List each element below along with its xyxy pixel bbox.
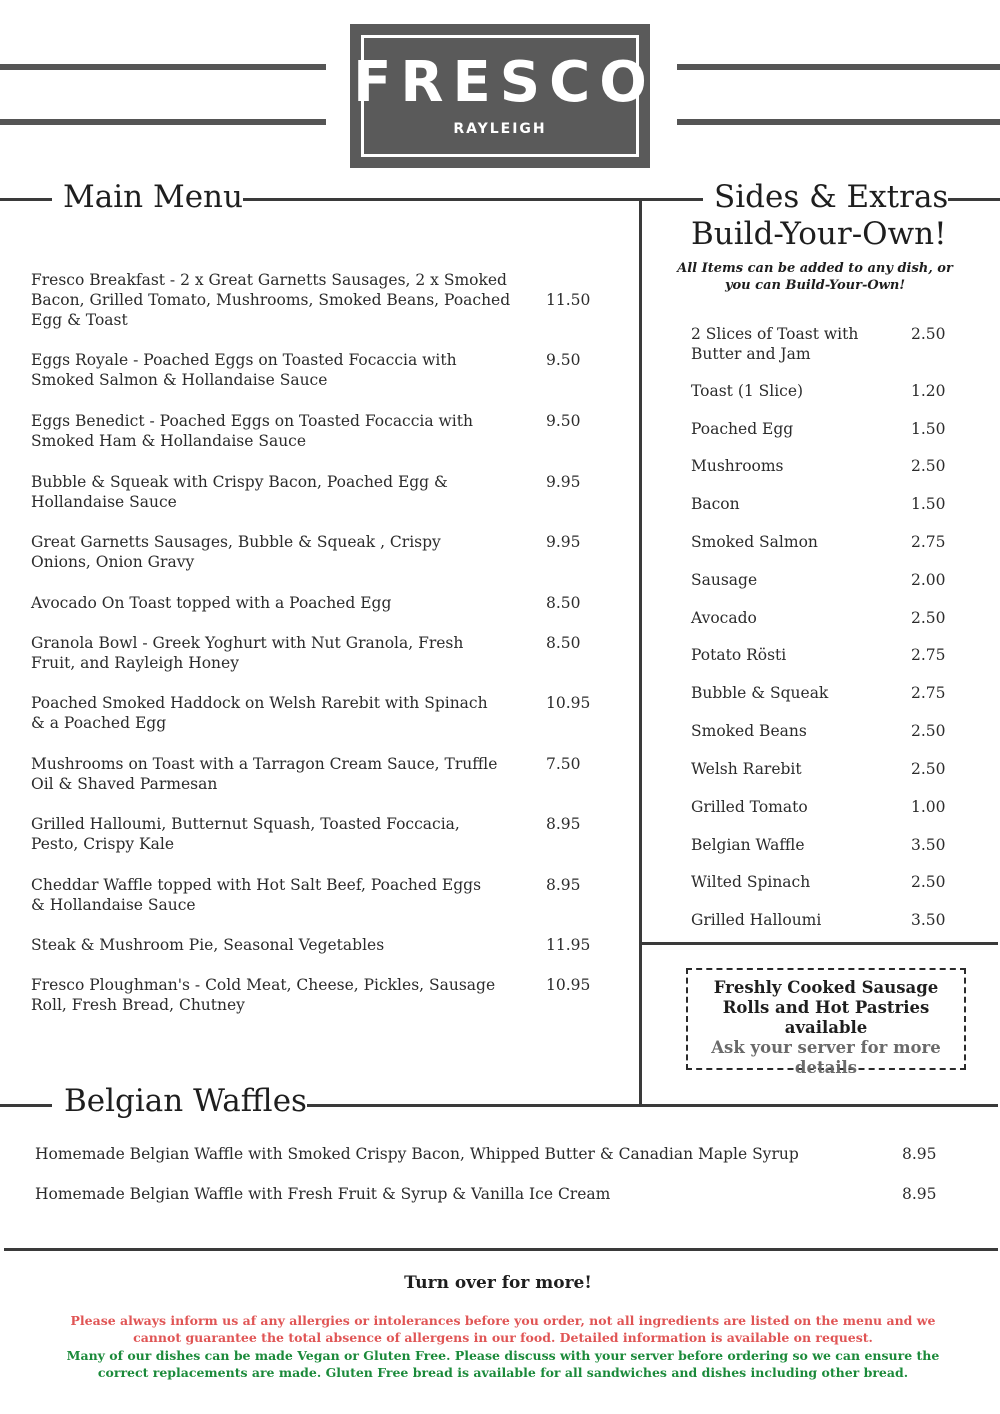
waffles-rule-left (0, 1104, 52, 1107)
sides-note: All Items can be added to any dish, or you can Build-Your-Own! (677, 261, 953, 293)
header-rule-left-bottom (0, 119, 326, 125)
menu-item-desc: Eggs Royale - Poached Eggs on Toasted Focaccia with Smoked Salmon & Hollandaise Sauce (31, 351, 457, 389)
side-item-name: Smoked Salmon (691, 533, 818, 551)
waffle-item-price: 8.95 (902, 1145, 937, 1163)
side-item-name: Bubble & Squeak (691, 684, 829, 702)
waffles-title: Belgian Waffles (64, 1083, 307, 1119)
waffle-item-desc: Homemade Belgian Waffle with Smoked Crispy Bacon, Whipped Butter & Canadian Maple Syrup (35, 1145, 799, 1163)
side-item-name: Mushrooms (691, 457, 784, 475)
side-item-name: Poached Egg (691, 420, 794, 438)
menu-item-desc: Avocado On Toast topped with a Poached Egg (31, 594, 392, 612)
menu-item-desc: Great Garnetts Sausages, Bubble & Squeak , Crispy Onions, Onion Gravy (31, 533, 441, 571)
logo-location: RAYLEIGH (453, 121, 547, 137)
main-menu-rule-left (0, 198, 52, 201)
menu-item-price: 9.95 (546, 473, 581, 491)
waffles-rule-right (304, 1104, 998, 1107)
side-item-price: 2.75 (911, 646, 946, 664)
side-item-name: Sausage (691, 571, 758, 589)
menu-item-desc: Poached Smoked Haddock on Welsh Rarebit with Spinach & a Poached Egg (31, 694, 488, 732)
menu-item-desc: Granola Bowl - Greek Yoghurt with Nut Granola, Fresh Fruit, and Rayleigh Honey (31, 634, 464, 672)
header-rule-right-top (677, 64, 1000, 70)
menu-item-desc: Bubble & Squeak with Crispy Bacon, Poached Egg & Hollandaise Sauce (31, 473, 448, 511)
side-item-name: Grilled Tomato (691, 798, 808, 816)
allergy-notice: Please always inform us af any allergies or intolerances before you order, not all ingredients are listed on the menu and we cannot guarantee the total absence of allergens in our food. Detailed information is available on request. (70, 1313, 936, 1345)
sides-rule-left (641, 198, 703, 201)
menu-item-price: 8.95 (546, 815, 581, 833)
side-item-price: 2.50 (911, 457, 946, 475)
sides-bottom-rule (641, 942, 998, 945)
side-item-price: 2.75 (911, 684, 946, 702)
fresco-logo (350, 24, 656, 168)
promo-ask-server: Ask your server for more details (711, 1038, 941, 1077)
header-rule-left-top (0, 64, 326, 70)
menu-item-desc: Fresco Ploughman's - Cold Meat, Cheese, Pickles, Sausage Roll, Fresh Bread, Chutney (31, 976, 496, 1014)
side-item-name: Smoked Beans (691, 722, 807, 740)
menu-item-price: 8.95 (546, 876, 581, 894)
menu-item-price: 11.95 (546, 936, 591, 954)
side-item-name: Bacon (691, 495, 740, 513)
side-item-price: 2.00 (911, 571, 946, 589)
turn-over-text: Turn over for more! (404, 1273, 592, 1293)
menu-item-desc: Grilled Halloumi, Butternut Squash, Toasted Foccacia, Pesto, Crispy Kale (31, 815, 460, 853)
side-item-price: 3.50 (911, 836, 946, 854)
side-item-price: 2.50 (911, 609, 946, 627)
menu-item-price: 11.50 (546, 291, 591, 309)
side-item-name: 2 Slices of Toast with Butter and Jam (691, 325, 859, 363)
side-item-price: 1.50 (911, 495, 946, 513)
side-item-name: Toast (1 Slice) (691, 382, 804, 400)
side-item-price: 3.50 (911, 911, 946, 929)
promo-headline: Freshly Cooked Sausage Rolls and Hot Pastries available (713, 978, 939, 1037)
side-item-price: 2.50 (911, 760, 946, 778)
menu-item-price: 8.50 (546, 594, 581, 612)
side-item-price: 2.75 (911, 533, 946, 551)
pastries-promo-box (686, 968, 966, 1077)
menu-item-price: 10.95 (546, 976, 591, 994)
side-item-price: 1.50 (911, 420, 946, 438)
main-menu-rule-right (236, 198, 641, 201)
logo-frame (353, 35, 656, 157)
side-item-price: 2.50 (911, 325, 946, 343)
waffle-item-price: 8.95 (902, 1185, 937, 1203)
logo-name: FRESCO (353, 50, 656, 115)
menu-item-price: 10.95 (546, 694, 591, 712)
side-item-name: Potato Rösti (691, 646, 787, 664)
side-item-price: 2.50 (911, 722, 946, 740)
menu-item-desc: Eggs Benedict - Poached Eggs on Toasted Focaccia with Smoked Ham & Hollandaise Sauce (31, 412, 473, 450)
sides-subtitle: Build-Your-Own! (691, 216, 947, 252)
menu-item-desc: Cheddar Waffle topped with Hot Salt Beef, Poached Eggs & Hollandaise Sauce (31, 876, 482, 914)
menu-item-price: 7.50 (546, 755, 581, 773)
column-divider (639, 200, 642, 1106)
side-item-price: 2.50 (911, 873, 946, 891)
side-item-name: Wilted Spinach (691, 873, 811, 891)
menu-item-price: 9.50 (546, 351, 581, 369)
waffle-item-desc: Homemade Belgian Waffle with Fresh Fruit & Syrup & Vanilla Ice Cream (35, 1185, 611, 1203)
side-item-price: 1.00 (911, 798, 946, 816)
vegan-gluten-free-notice: Many of our dishes can be made Vegan or Gluten Free. Please discuss with your server before ordering so we can ensure the correct replacements are made. Gluten Free bread is available for all sandwiches and dishes including other bread. (66, 1348, 940, 1380)
side-item-name: Welsh Rarebit (691, 760, 802, 778)
main-menu-title: Main Menu (63, 179, 243, 215)
menu-item-desc: Mushrooms on Toast with a Tarragon Cream Sauce, Truffle Oil & Shaved Parmesan (31, 755, 498, 793)
footer-rule (4, 1248, 998, 1251)
side-item-name: Avocado (691, 609, 757, 627)
header-rule-right-bottom (677, 119, 1000, 125)
menu-item-price: 9.95 (546, 533, 581, 551)
menu-item-desc: Fresco Breakfast - 2 x Great Garnetts Sausages, 2 x Smoked Bacon, Grilled Tomato, Mushrooms, Smoked Beans, Poached Egg & Toast (31, 271, 511, 329)
side-item-name: Grilled Halloumi (691, 911, 822, 929)
sides-title: Sides & Extras (714, 179, 949, 215)
menu-item-price: 8.50 (546, 634, 581, 652)
side-item-price: 1.20 (911, 382, 946, 400)
menu-item-desc: Steak & Mushroom Pie, Seasonal Vegetables (31, 936, 385, 954)
side-item-name: Belgian Waffle (691, 836, 805, 854)
menu-item-price: 9.50 (546, 412, 581, 430)
